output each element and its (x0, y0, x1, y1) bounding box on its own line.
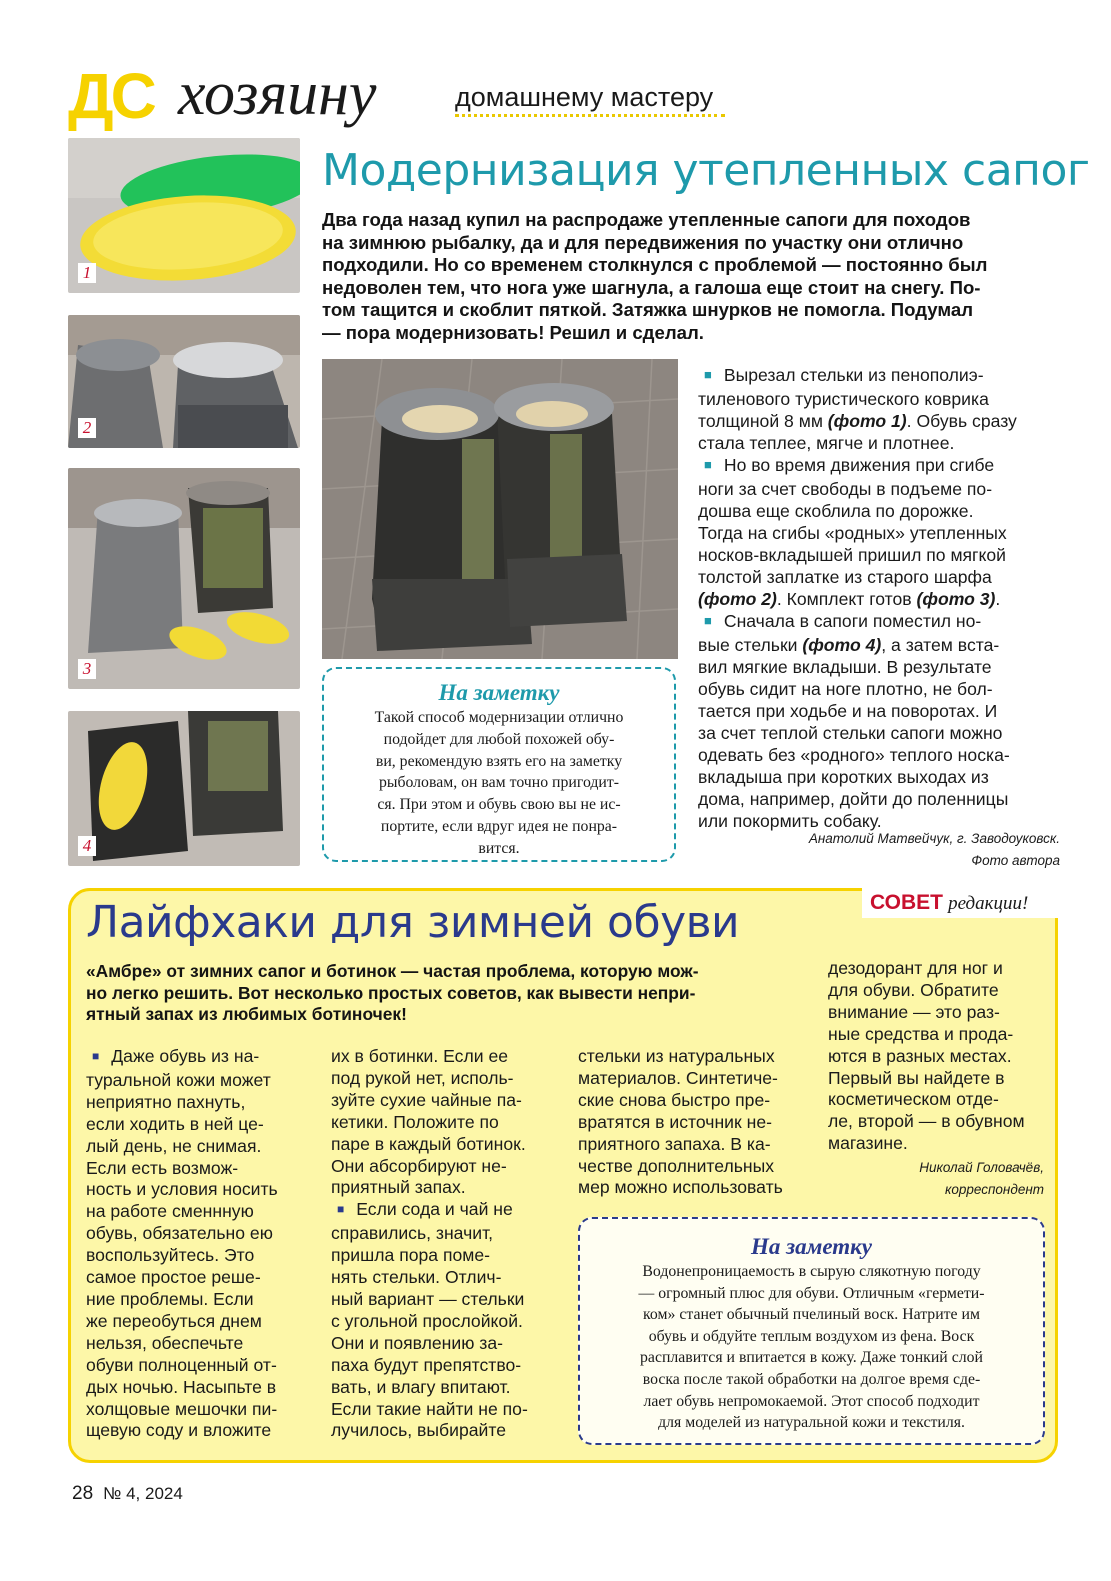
text-line: холщовые мешочки пи- (86, 1398, 278, 1419)
photo-felt-liners (68, 315, 300, 448)
text-line: под рукой нет, исполь- (331, 1067, 514, 1088)
text-line: ный вариант — стельки (331, 1288, 525, 1309)
article-body (698, 364, 1062, 832)
text-line: обувь сидит на ноге плотно, не бол- (698, 679, 993, 699)
text-line: Тогда на сгибы «родных» утепленных (698, 523, 1007, 543)
text-line: ность и условия носить (86, 1179, 278, 1200)
text-column-4 (828, 958, 1048, 1155)
note-title: На заметку (750, 1234, 873, 1259)
text-line: ■ Но во время движения при сгибе (698, 454, 1062, 478)
text-column-3 (578, 1046, 814, 1199)
author-signature: Николай Головачёв, (919, 1160, 1044, 1175)
editor-advice-label: СОВЕТ редакции! (870, 891, 1029, 914)
text-line: обуви полноценный от- (86, 1354, 277, 1375)
text-line: стельки из натуральных (578, 1046, 775, 1066)
photo-insole-in-boot (68, 711, 300, 866)
text-line: материалов. Синтетиче- (578, 1067, 778, 1088)
text-line: туральной кожи может (86, 1069, 271, 1090)
text-line: приятного запаха. В ка- (578, 1133, 771, 1154)
text-line: одевать без «родного» теплого носка- (698, 745, 1010, 765)
text-line: ле, второй — в обувном (828, 1111, 1025, 1132)
note-box (578, 1217, 1045, 1445)
photo-number: 3 (78, 659, 96, 679)
text-line: обувь, обязательно ею (86, 1223, 273, 1244)
text-line: лый день, не снимая. (86, 1135, 262, 1156)
text-line: дома, например, дойти до поленницы (698, 789, 1009, 809)
text-line: нельзя, обеспечьте (86, 1332, 244, 1353)
note-text: Водонепроницаемость в сырую слякотную погоду — огромный плюс для обуви. Отличным «гермети- ком» станет обычный пчелиный воск. Натрите им обувь и обдуйте теплым воздухом из фена. Воск расплавится и впитается в кожу. Даже тонкий слой воска после такой обработки на долгое время сде- лает обувь непромокаемой. Этот способ подходит для моделей из натуральной кожи и текстиля. (638, 1263, 985, 1432)
text-line: тиленового туристического коврика (698, 389, 989, 409)
text-line: паре в каждый ботинок. (331, 1133, 526, 1154)
text-line: косметическом отде- (828, 1089, 999, 1110)
text-line: вратятся в источник не- (578, 1111, 772, 1132)
text-line: магазине. (828, 1133, 908, 1154)
text-line: зуйте сухие чайные па- (331, 1089, 522, 1110)
section-subheading: домашнему мастеру (455, 82, 714, 112)
text-line: внимание — это раз- (828, 1001, 1000, 1022)
text-line: носков-вкладышей пришил по мягкой (698, 545, 1006, 565)
author-signature: Анатолий Матвейчук, г. Заводоуковск. (808, 831, 1060, 846)
text-line: Первый вы найдете в (828, 1067, 1005, 1088)
article-title: Модернизация утепленных сапог (322, 145, 1090, 196)
text-line: ние проблемы. Если (86, 1288, 254, 1309)
text-line: же переобуться днем (86, 1310, 262, 1331)
section-heading: хозяину (178, 60, 377, 128)
text-line: (фото 2). Комплект готов (фото 3). (698, 589, 1001, 609)
note-text: Такой способ модернизации отлично подойдет для любой похожей обу- ви, рекомендую взять его на заметку рыболовам, он вам точно пригодит- ся. При этом и обувь свою вы не ис- портите, если вдруг идея не понра- вится. (374, 709, 624, 857)
photo-number: 4 (78, 836, 96, 856)
note-title: На заметку (438, 680, 560, 705)
text-line: толщиной 8 мм (фото 1). Обувь сразу (698, 411, 1017, 431)
text-line: воспользуйтесь. Это (86, 1245, 255, 1266)
text-line: пришла пора поме- (331, 1245, 491, 1266)
text-line: мер можно использовать (578, 1177, 783, 1198)
photo-number: 2 (78, 418, 96, 438)
text-line: их в ботинки. Если ее (331, 1046, 509, 1066)
photo-insoles (68, 138, 300, 293)
text-line: Они и появлению за- (331, 1332, 504, 1353)
text-line: толстой заплатке из старого шарфа (698, 567, 992, 587)
text-line: дых ночью. Насыпьте в (86, 1376, 277, 1397)
text-line: ские снова быстро пре- (578, 1089, 771, 1110)
text-column-1 (86, 1046, 316, 1442)
text-line: тается при ходьбе и на поворотах. И (698, 701, 998, 721)
text-line: на работе сменнную (86, 1201, 254, 1222)
text-line: щевую соду и вложите (86, 1420, 272, 1441)
text-line: стала теплее, мягче и плотнее. (698, 433, 955, 453)
text-line: если ходить в ней це- (86, 1113, 264, 1134)
text-line: неприятно пахнуть, (86, 1091, 246, 1112)
text-line: ются в разных местах. (828, 1045, 1012, 1066)
text-line: Если такие найти не по- (331, 1398, 528, 1419)
photo-boots-set (68, 468, 300, 689)
text-line: за счет теплой стельки сапоги можно (698, 723, 1003, 743)
text-column-2 (331, 1046, 561, 1442)
text-line: ные средства и прода- (828, 1023, 1014, 1044)
text-line: дезодорант для ног и (828, 958, 1003, 978)
author-role: корреспондент (944, 1182, 1044, 1197)
text-line: приятный запах. (331, 1177, 466, 1198)
text-line: самое простое реше- (86, 1267, 261, 1288)
text-line: ноги за счет свободы в подъеме по- (698, 479, 993, 499)
text-line: дошва еще скоблила по дорожке. (698, 501, 974, 521)
text-line: Если есть возмож- (86, 1157, 239, 1178)
text-line: для обуви. Обратите (828, 979, 999, 1000)
article-title: Лайфхаки для зимней обуви (86, 897, 740, 948)
text-line: справились, значит, (331, 1223, 494, 1244)
text-line: лучилось, выбирайте (331, 1420, 506, 1441)
text-line: вкладыша при коротких выходах из (698, 767, 989, 787)
article-lead: Два года назад купил на распродаже утепленные сапоги для походов на зимнюю рыбалку, да и для передвижения по участку они отлично подходили. Но со временем столкнулся с проблемой — постоянно был недоволен тем, что нога уже шагнула, а галоша еще стоит на снегу. По- том тащится и скоблит пяткой. Затяжка шнурков не помогла. Подумал — пора модернизовать! Решил и сделал. (322, 209, 988, 343)
text-line: честве дополнительных (578, 1155, 775, 1176)
page-footer (72, 1483, 183, 1505)
photo-number: 1 (78, 263, 96, 283)
logo-ds: ДС (68, 60, 154, 132)
text-line: Они абсорбируют не- (331, 1155, 507, 1176)
text-line: ■ Вырезал стельки из пенополиэ- (698, 364, 1062, 388)
photo-modernized-boots (322, 359, 678, 659)
text-line: или покормить собаку. (698, 811, 882, 831)
page-number: 28 (72, 1483, 94, 1504)
text-line: ■ Сначала в сапоги поместил но- (698, 610, 1062, 634)
text-line: кетики. Положите по (331, 1111, 499, 1132)
text-line: нять стельки. Отлич- (331, 1267, 502, 1288)
text-line: вые стельки (фото 4), а затем вста- (698, 635, 1000, 655)
text-line: вать, и влагу впитают. (331, 1376, 511, 1397)
note-box (322, 667, 676, 862)
photo-credit: Фото автора (971, 853, 1060, 868)
text-line: ■ Даже обувь из на- (86, 1046, 316, 1070)
text-line: с угольной прослойкой. (331, 1310, 523, 1331)
article-lead: «Амбре» от зимних сапог и ботинок — частая проблема, которую мож- но легко решить. Вот несколько простых советов, как вывести непри- ятный запах из любимых ботиночек! (86, 961, 699, 1024)
issue-number: № 4, 2024 (103, 1484, 183, 1503)
text-line: паха будут препятство- (331, 1354, 522, 1375)
subheading-underline (455, 114, 725, 117)
text-line: ■ Если сода и чай не (331, 1199, 561, 1223)
text-line: вил мягкие вкладыши. В результате (698, 657, 992, 677)
